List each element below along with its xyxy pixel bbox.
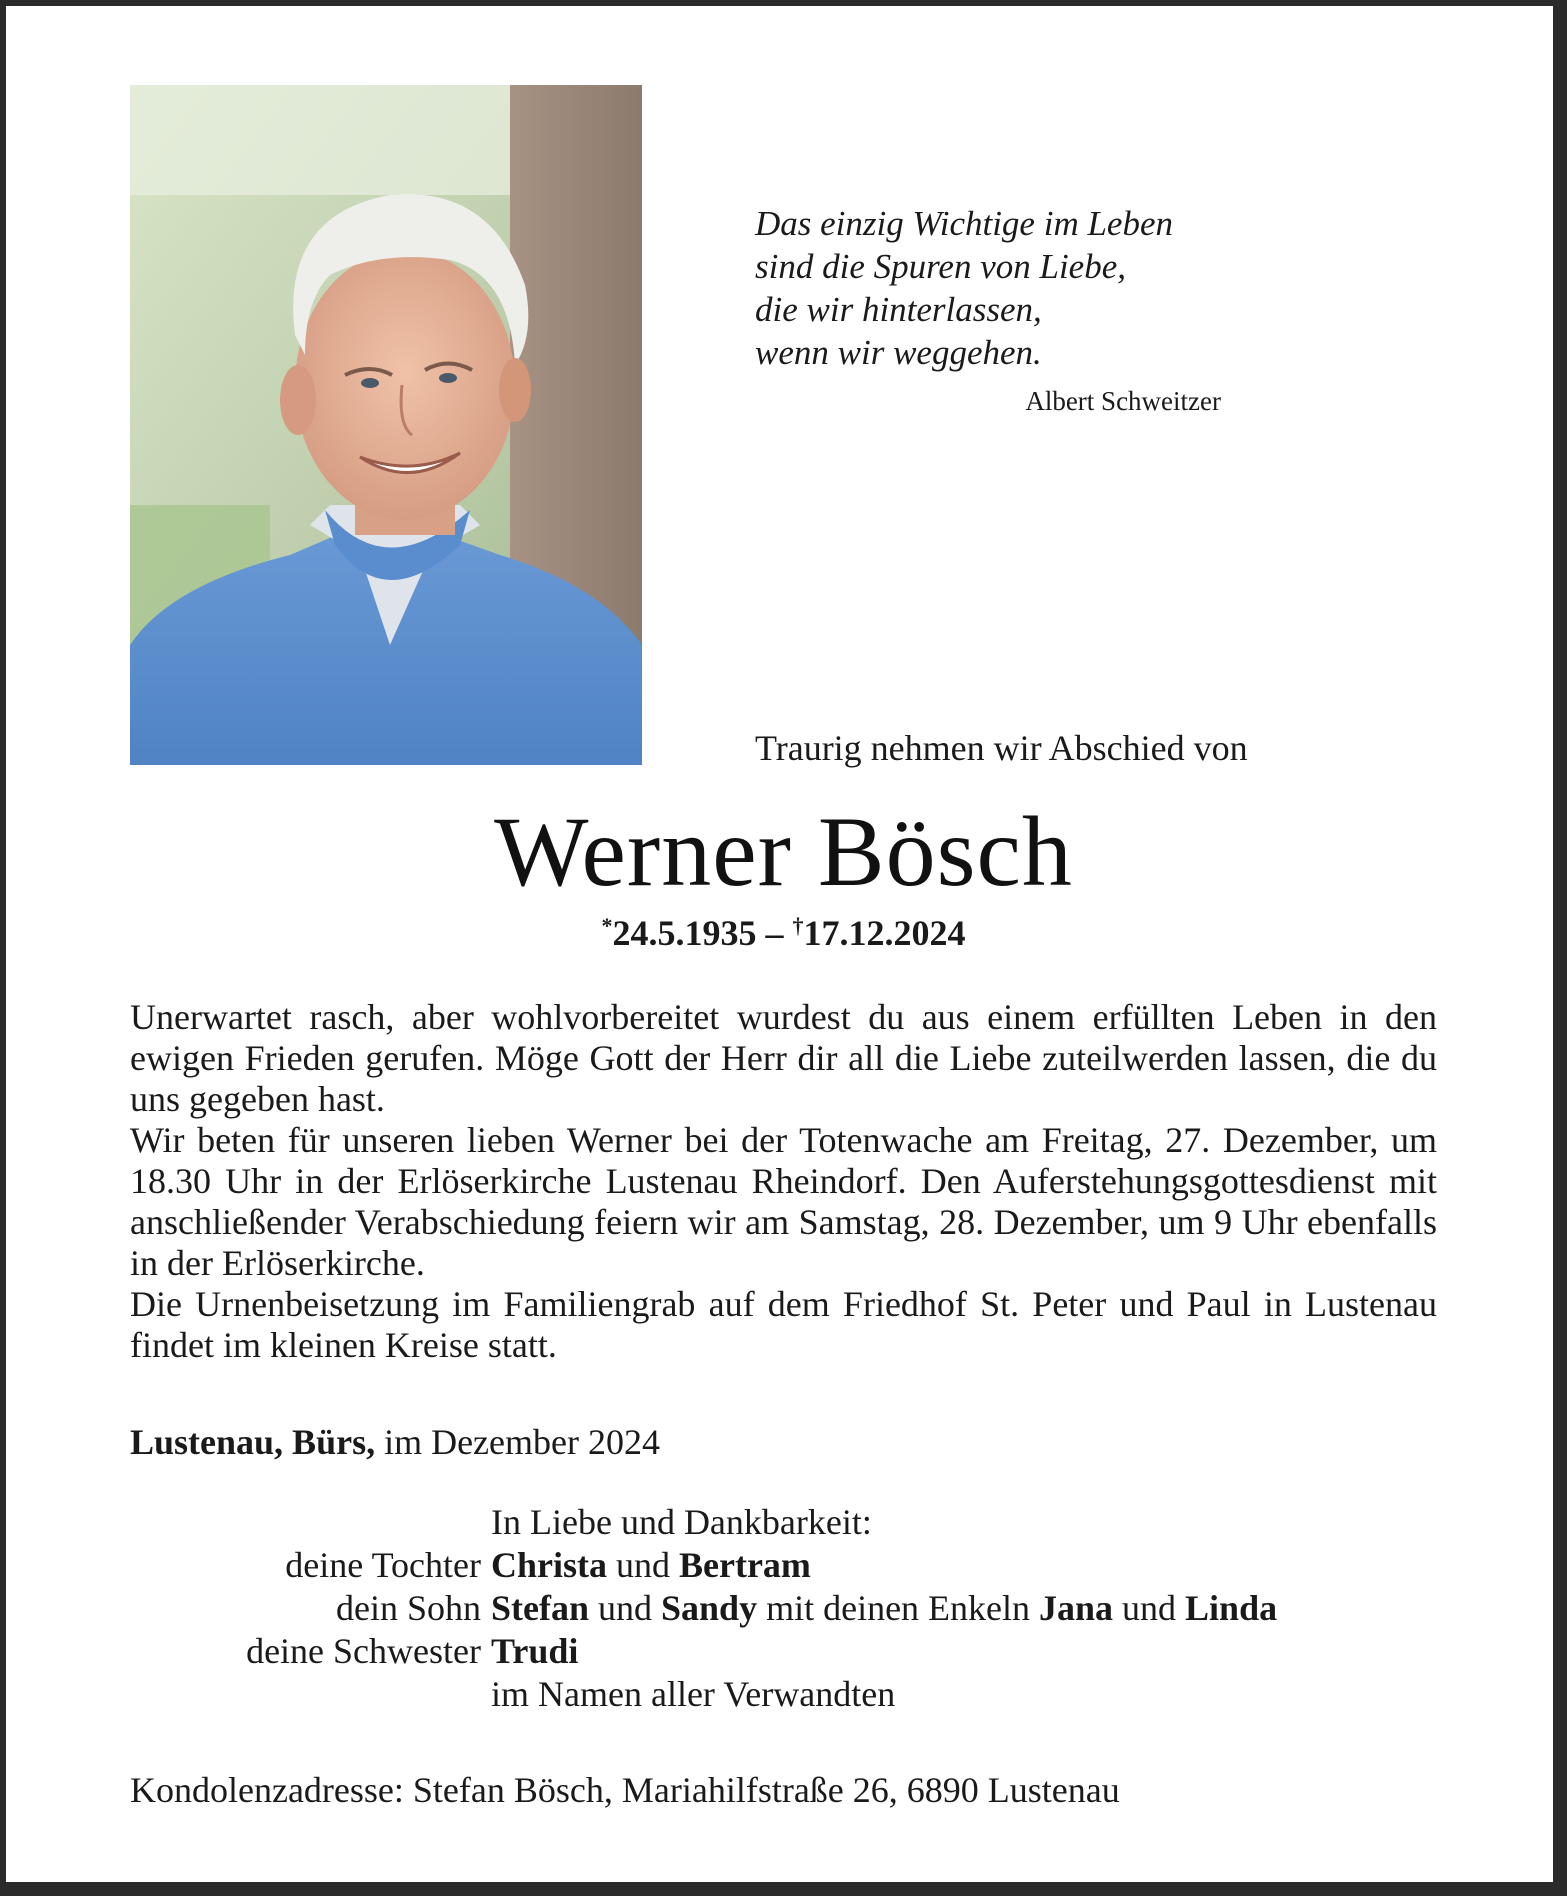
places: Lustenau, Bürs,: [130, 1422, 376, 1462]
conjunction: und: [598, 1588, 652, 1628]
portrait-photo: [130, 85, 642, 765]
family-member-name: Sandy: [661, 1588, 758, 1628]
family-member-name: Trudi: [491, 1631, 579, 1671]
place-date: [130, 1421, 660, 1463]
family-member-name: Stefan: [491, 1588, 589, 1628]
condolence-label: Kondolenzadresse:: [130, 1770, 404, 1810]
family-member-name: Linda: [1185, 1588, 1278, 1628]
family-heading: In Liebe und Dankbarkeit:: [491, 1502, 872, 1542]
family-member-name: Christa: [491, 1545, 607, 1585]
deceased-name: Werner Bösch: [494, 796, 1073, 907]
family-row-relatives: [130, 1673, 1437, 1716]
family-row-daughter: [130, 1544, 1437, 1587]
relation-label: deine Tochter: [285, 1545, 481, 1585]
family-row-son: [130, 1587, 1437, 1630]
obituary-text: [130, 997, 1437, 1366]
conjunction: und: [616, 1545, 670, 1585]
family-member-name: Jana: [1039, 1588, 1114, 1628]
family-row-sister: [130, 1630, 1437, 1673]
body-paragraph: Unerwartet rasch, aber wohlvorbereitet wurdest du aus einem erfüllten Leben in den ewigen Frieden gerufen. Möge Gott der Herr dir all die Liebe zuteilwerden lassen, die du uns gegeben hast.: [130, 997, 1437, 1119]
condolence-address: [130, 1769, 1120, 1811]
birth-symbol: *: [601, 913, 613, 938]
grandchildren-text: mit deinen Enkeln: [766, 1588, 1031, 1628]
date-text: im Dezember 2024: [384, 1422, 660, 1462]
quote-block: [755, 202, 1275, 374]
birth-date: 24.5.1935: [612, 913, 757, 953]
family-member-name: Bertram: [679, 1545, 811, 1585]
quote-line: wenn wir weggehen.: [755, 333, 1042, 372]
relatives-text: im Namen aller Verwandten: [491, 1674, 896, 1714]
quote-line: die wir hinterlassen,: [755, 290, 1042, 329]
conjunction: und: [1122, 1588, 1177, 1628]
family-heading-row: [130, 1501, 1437, 1544]
farewell-intro: Traurig nehmen wir Abschied von: [755, 728, 1248, 768]
relation-label: deine Schwester: [246, 1631, 481, 1671]
date-separator: –: [756, 913, 793, 953]
life-dates: [0, 912, 1567, 954]
quote-line: Das einzig Wichtige im Leben: [755, 204, 1174, 243]
relation-label: dein Sohn: [335, 1588, 481, 1628]
quote-line: sind die Spuren von Liebe,: [755, 247, 1127, 286]
family-signatures: [130, 1501, 1437, 1716]
quote-author: Albert Schweitzer: [1025, 386, 1221, 416]
death-symbol: †: [792, 913, 804, 938]
body-paragraph: Wir beten für unseren lieben Werner bei der Totenwache am Freitag, 27. Dezember, um 18.30 Uhr in der Erlöserkirche Lustenau Rheindorf. Den Auferstehungsgottesdienst mit anschließender Verabschiedung feiern wir am Samstag, 28. Dezember, um 9 Uhr ebenfalls in der Erlöserkirche.: [130, 1120, 1437, 1283]
body-paragraph: Die Urnenbeisetzung im Familiengrab auf dem Friedhof St. Peter und Paul in Lustenau findet im kleinen Kreise statt.: [130, 1284, 1437, 1365]
death-date: 17.12.2024: [803, 913, 966, 953]
condolence-value: Stefan Bösch, Mariahilfstraße 26, 6890 Lustenau: [412, 1770, 1120, 1810]
